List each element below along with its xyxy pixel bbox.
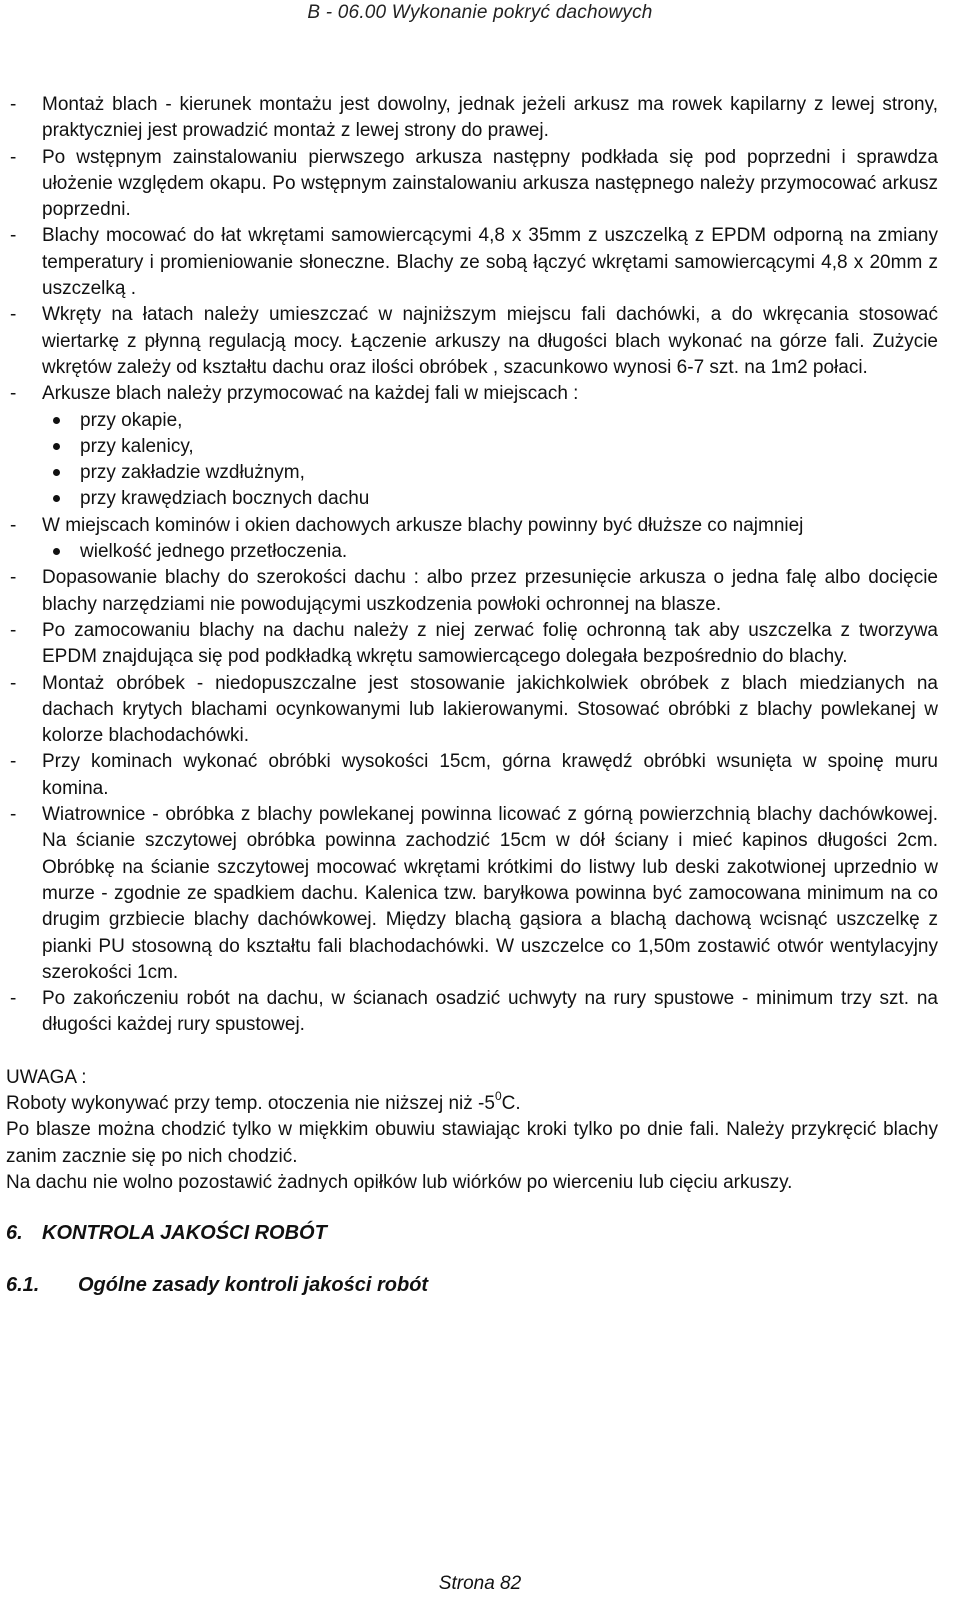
temp-text: Roboty wykonywać przy temp. otoczenia nie niższej niż -5	[6, 1092, 495, 1114]
list-item	[6, 671, 938, 750]
subsection-heading	[6, 1272, 938, 1298]
list-item	[6, 223, 938, 302]
fixing-places-list	[6, 408, 938, 513]
dash-marker: -	[10, 619, 17, 641]
chimney-list	[6, 539, 938, 565]
item-text: Wkręty na łatach należy umieszczać w najniższym miejscu fali dachówki, a do wkręcania stosować wiertarkę z płynną regulacją mocy. Łączenie arkuszy na długości blach wykonać na górze fali. Zużycie wkrętów zależy od kształtu dachu oraz ilości obróbek , szacunkowo wynosi 6-7 szt. na 1m2 połaci.	[42, 304, 938, 378]
item-text: Wiatrownice - obróbka z blachy powlekanej powinna licować z górną powierzchnią blachy dachówkowej. Na ścianie szczytowej obróbka powinna zachodzić 15cm w dół ściany i mieć kapinos długości 2cm. Obróbkę na ścianie szczytowej mocować wkrętami krótkimi do listwy lub deski zakotwionej uprzednio w murze - zgodnie ze spadkiem dachu. Kalenica tzw. baryłkowa powinna być zamocowana minimum na co drugim grzbiecie blachy dachówkowej. Między blachą gąsiora a blachą dachową wcisnąć uszczelkę z pianki PU stosowną do kształtu fali blachodachówki. W uszczelce co 1,50m zostawić otwór wentylacyjny szerokości 1cm.	[42, 804, 938, 983]
note-debris: Na dachu nie wolno pozostawić żadnych opiłków lub wiórków po wierceniu lub cięciu arkuszy.	[6, 1171, 793, 1193]
list-item	[6, 618, 938, 671]
dash-marker: -	[10, 672, 17, 694]
item-text: Montaż obróbek - niedopuszczalne jest stosowanie jakichkolwiek obróbek z blach miedzianych na dachach krytych blachami ocynkowanymi lub lakierowanymi. Stosować obróbki z blachy powlekanej w kolorze blachodachówki.	[42, 672, 938, 747]
section-heading	[6, 1220, 938, 1246]
subsection-number: 6.1.	[6, 1274, 40, 1297]
item-text: Blachy mocować do łat wkrętami samowiercącymi 4,8 x 35mm z uszczelką z EPDM odporną na zmiany temperatury i promieniowanie słoneczne. Blachy ze sobą łączyć wkrętami samowiercącymi 4,8 x 20mm z uszczelką .	[42, 225, 938, 300]
item-text: Arkusze blach należy przymocować na każdej fali w miejscach :	[42, 383, 579, 405]
bullet-item: przy zakładzie wzdłużnym,	[6, 460, 938, 486]
dash-marker: -	[10, 751, 17, 773]
bullet-item: przy okapie,	[6, 408, 938, 434]
dash-marker: -	[10, 567, 17, 589]
bullet-item: przy kalenicy,	[6, 434, 938, 460]
item-text: W miejscach kominów i okien dachowych arkusze blachy powinny być dłuższe co najmniej	[42, 514, 804, 536]
section-title: KONTROLA JAKOŚCI ROBÓT	[42, 1222, 327, 1245]
dash-marker: -	[10, 988, 17, 1010]
list-item	[6, 986, 938, 1039]
page-header: B - 06.00 Wykonanie pokryć dachowych	[307, 2, 653, 23]
list-item	[6, 145, 938, 224]
note-label: UWAGA :	[6, 1066, 87, 1088]
note-temperature	[6, 1088, 938, 1117]
item-text: Dopasowanie blachy do szerokości dachu : albo przez przesunięcie arkusza o jedna falę albo docięcie blachy narzędziami nie powodującymi uszkodzenia powłoki ochronnej na blasze.	[42, 567, 938, 615]
warning-note	[6, 1065, 938, 1196]
list-item	[6, 381, 938, 407]
dash-marker: -	[10, 225, 17, 247]
item-text: Przy kominach wykonać obróbki wysokości 15cm, górna krawędź obróbki wsunięta w spoinę muru komina.	[42, 751, 938, 799]
list-item	[6, 565, 938, 618]
bullet-item: wielkość jednego przetłoczenia.	[6, 539, 938, 565]
dash-marker: -	[10, 304, 17, 326]
item-text: Po wstępnym zainstalowaniu pierwszego arkusza następny podkłada się pod poprzedni i sprawdza ułożenie względem okapu. Po wstępnym zainstalowaniu arkusza następnego należy przymocować arkusz poprzedni.	[42, 146, 938, 221]
item-text: Montaż blach - kierunek montażu jest dowolny, jednak jeżeli arkusz ma rowek kapilarny z lewej strony, praktyczniej jest prowadzić montaż z lewej strony do prawej.	[42, 94, 938, 142]
list-item	[6, 513, 938, 539]
section-number: 6.	[6, 1222, 23, 1245]
list-item	[6, 92, 938, 145]
list-item	[6, 302, 938, 381]
subsection-title: Ogólne zasady kontroli jakości robót	[78, 1274, 429, 1297]
dash-marker: -	[10, 94, 17, 115]
list-item	[6, 802, 938, 986]
page-number: Strona 82	[438, 1573, 522, 1594]
temp-superscript: 0	[494, 1088, 502, 1103]
document-body	[6, 92, 938, 1299]
dash-marker: -	[10, 383, 17, 405]
item-text: Po zakończeniu robót na dachu, w ścianach osadzić uchwyty na rury spustowe - minimum trzy szt. na długości każdej rury spustowej.	[42, 988, 938, 1036]
list-item	[6, 749, 938, 802]
dash-marker: -	[10, 514, 17, 536]
note-walking: Po blasze można chodzić tylko w miękkim obuwiu stawiając kroki tylko po dnie fali. Należy przykręcić blachy zanim zacznie się po nich chodzić.	[6, 1119, 938, 1167]
item-text: Po zamocowaniu blachy na dachu należy z niej zerwać folię ochronną tak aby uszczelka z tworzywa EPDM znajdująca się pod podkładką wkrętu samowiercącego dolegała bezpośrednio do blachy.	[42, 619, 938, 668]
temp-unit: C.	[501, 1092, 521, 1114]
bullet-item: przy krawędziach bocznych dachu	[6, 486, 938, 512]
dash-marker: -	[10, 146, 17, 168]
spacer	[6, 1039, 938, 1065]
dash-marker: -	[10, 804, 17, 826]
